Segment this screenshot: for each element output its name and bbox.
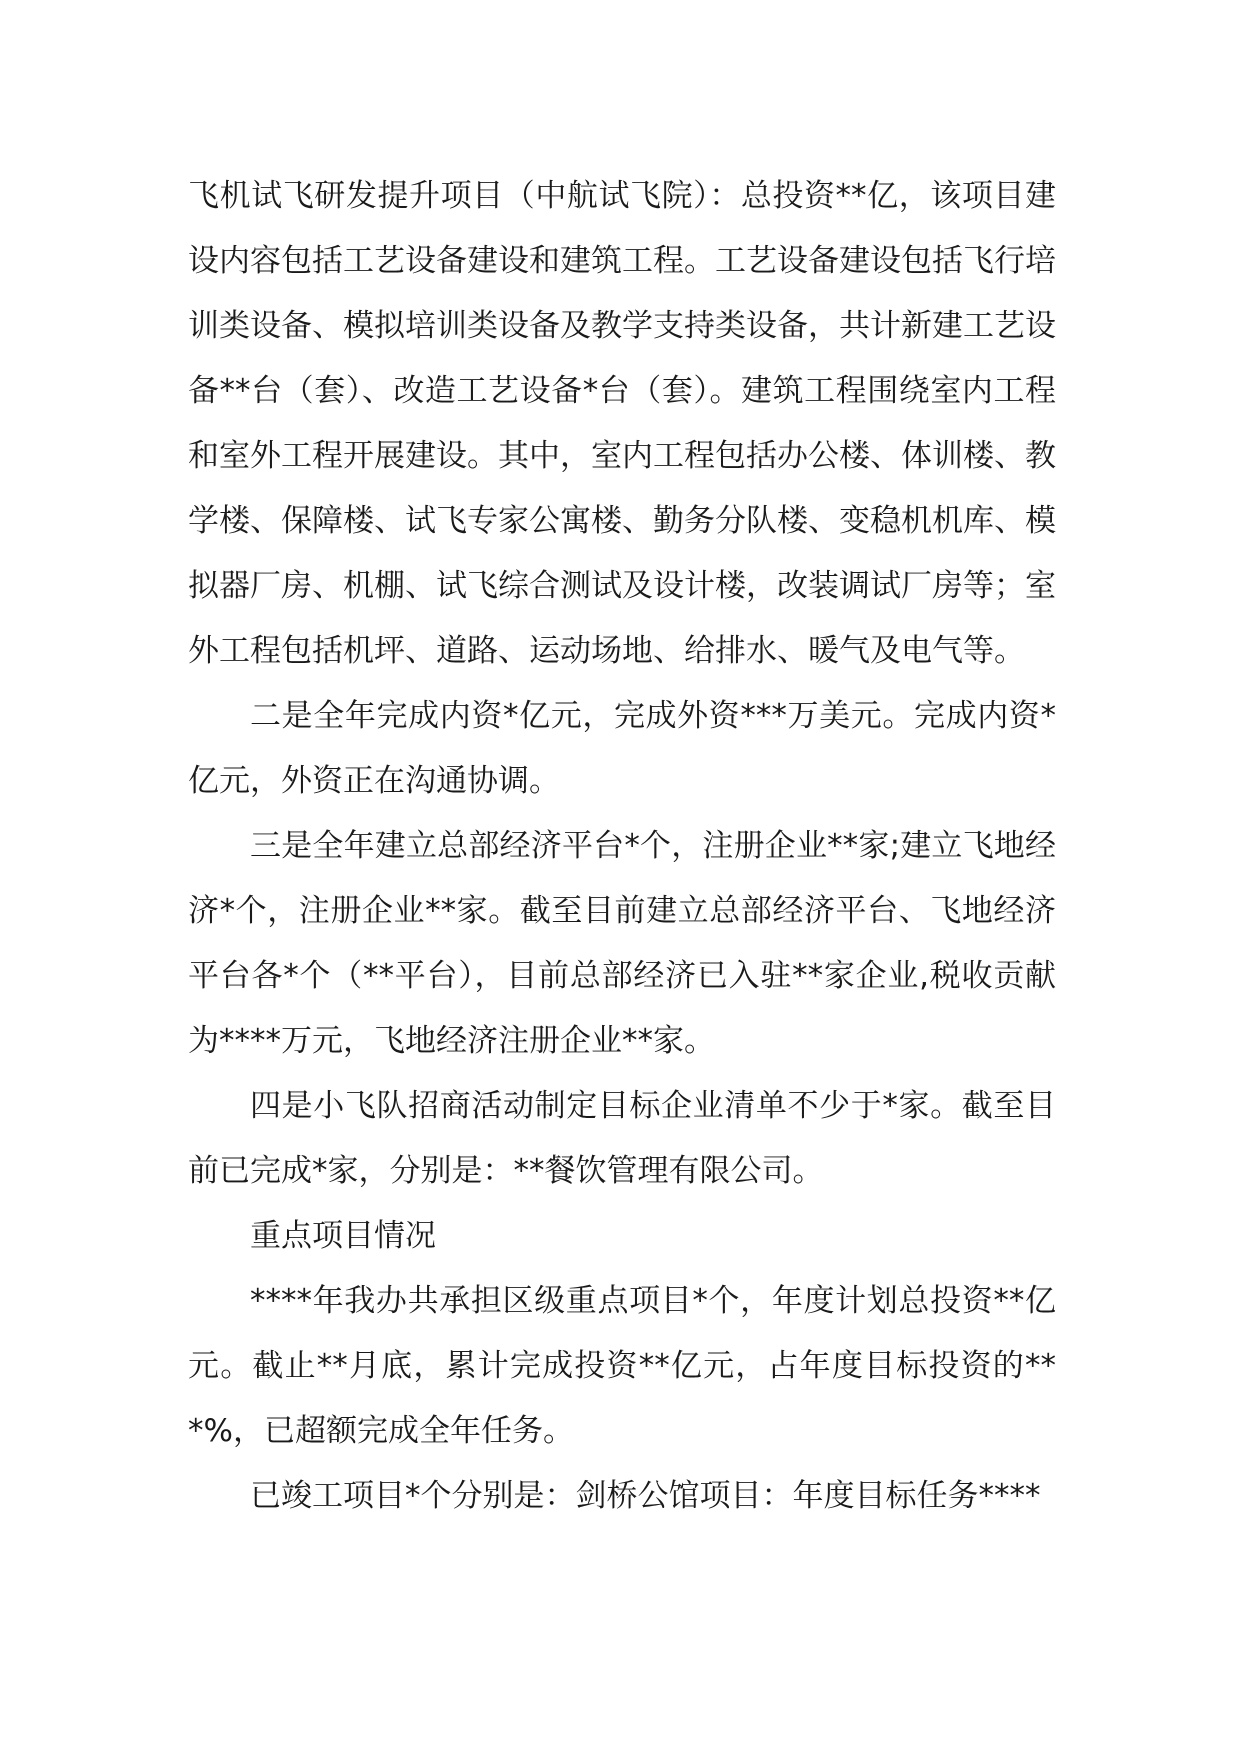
paragraph-item-three: 三是全年建立总部经济平台*个，注册企业**家;建立飞地经济*个，注册企业**家。截至目前建立总部经济平台、飞地经济平台各*个（**平台），目前总部经济已入驻**家企业,税收贡献为****万元，飞地经济注册企业**家。 [188, 828, 1056, 1059]
paragraph-item-two: 二是全年完成内资*亿元，完成外资***万美元。完成内资*亿元，外资正在沟通协调。 [188, 698, 1056, 799]
section-heading-key-projects: 重点项目情况 [250, 1218, 436, 1254]
document-body [188, 164, 1056, 1529]
paragraph-key-projects-summary: ****年我办共承担区级重点项目*个，年度计划总投资**亿元。截止**月底，累计完成投资**亿元，占年度目标投资的***%，已超额完成全年任务。 [188, 1283, 1056, 1449]
paragraph-item-four: 四是小飞队招商活动制定目标企业清单不少于*家。截至目前已完成*家，分别是：**餐饮管理有限公司。 [188, 1088, 1056, 1189]
paragraph-completed-projects: 已竣工项目*个分别是：剑桥公馆项目：年度目标任务**** [250, 1478, 1041, 1514]
paragraph-project-description: 飞机试飞研发提升项目（中航试飞院）：总投资**亿，该项目建设内容包括工艺设备建设和建筑工程。工艺设备建设包括飞行培训类设备、模拟培训类设备及教学支持类设备，共计新建工艺设备**台（套）、改造工艺设备*台（套）。建筑工程围绕室内工程和室外工程开展建设。其中，室内工程包括办公楼、体训楼、教学楼、保障楼、试飞专家公寓楼、勤务分队楼、变稳机机库、模拟器厂房、机棚、试飞综合测试及设计楼，改装调试厂房等；室外工程包括机坪、道路、运动场地、给排水、暖气及电气等。 [188, 178, 1056, 669]
